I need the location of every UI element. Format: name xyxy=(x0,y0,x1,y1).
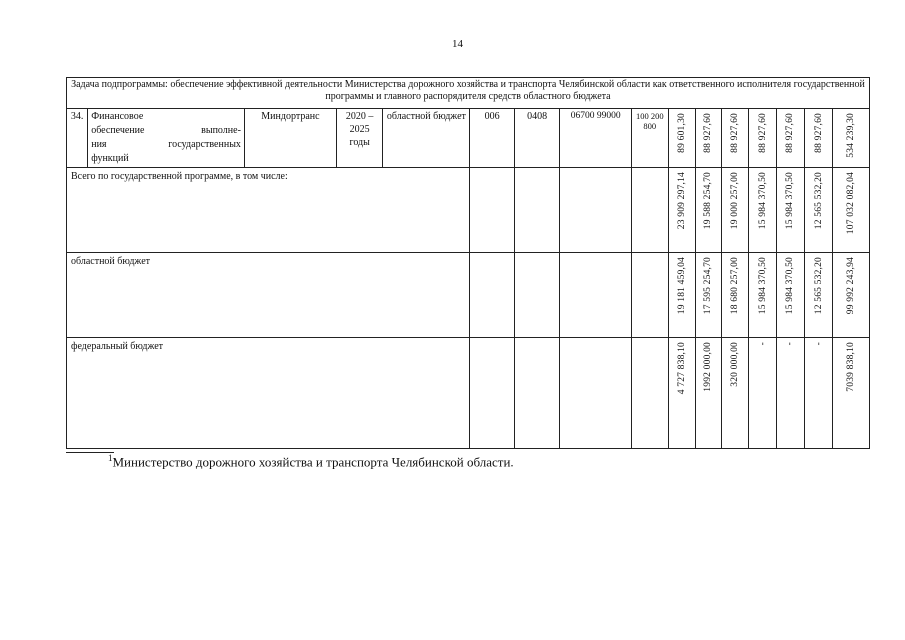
value-2023: 88 927,60 xyxy=(757,113,768,153)
total-value-2025: 12 565 532,20 xyxy=(813,172,824,230)
footnote-mark: 1 xyxy=(108,453,113,463)
value-2024: 88 927,60 xyxy=(785,113,796,153)
budget-table xyxy=(66,77,870,449)
event-name-line: ния государственных xyxy=(91,139,241,150)
funding-source-cell: областной бюджет xyxy=(383,109,470,168)
federal-value-2020: 4 727 838,10 xyxy=(676,342,687,395)
value-2022: 88 927,60 xyxy=(730,113,741,153)
regional-value-2023: 15 984 370,50 xyxy=(757,257,768,315)
event-name-line: функций xyxy=(91,153,129,164)
event-name-cell xyxy=(88,109,245,168)
row-number: 34. xyxy=(67,109,88,168)
table-row xyxy=(67,338,870,449)
footnote-rule xyxy=(66,452,114,453)
federal-value-2022: 320 000,00 xyxy=(730,342,741,387)
table-row xyxy=(67,109,870,168)
value-2020: 89 601,30 xyxy=(676,113,687,153)
federal-budget-label: федеральный бюджет xyxy=(67,338,470,449)
total-value-2023: 15 984 370,50 xyxy=(757,172,768,230)
regional-value-2020: 19 181 459,04 xyxy=(676,257,687,315)
regional-value-2025: 12 565 532,20 xyxy=(813,257,824,315)
task-cell: Задача подпрограммы: обеспечение эффективной деятельности Министерства дорожного хозяйства и транспорта Челябинской области как ответственного исполнителя государственной программы и главного распорядителя средств областного бюджета xyxy=(67,78,870,109)
total-value-2024: 15 984 370,50 xyxy=(785,172,796,230)
regional-value-2024: 15 984 370,50 xyxy=(785,257,796,315)
regional-value-2021: 17 595 254,70 xyxy=(703,257,714,315)
federal-value-2021: 1992 000,00 xyxy=(703,342,714,392)
federal-value-sum: 7039 838,10 xyxy=(846,342,857,392)
regional-budget-label: областной бюджет xyxy=(67,253,470,338)
value-2021: 88 927,60 xyxy=(703,113,714,153)
regional-value-2022: 18 680 257,00 xyxy=(730,257,741,315)
page-number: 14 xyxy=(452,38,463,50)
executor-cell: Миндортранс xyxy=(244,109,336,168)
event-name-line: Финансовое xyxy=(91,111,144,122)
regional-value-sum: 99 992 243,94 xyxy=(846,257,857,315)
table-row xyxy=(67,253,870,338)
federal-value-2023: - xyxy=(757,342,768,346)
vr-code-cell: 100 200 800 xyxy=(632,109,668,168)
period-cell: 2020 – 2025 годы xyxy=(336,109,383,168)
task-row xyxy=(67,78,870,109)
csr-code-cell: 06700 99000 xyxy=(560,109,632,168)
total-value-2020: 23 909 297,14 xyxy=(676,172,687,230)
event-name-line: обеспечение выполне- xyxy=(91,125,241,136)
footnote-text: Министерство дорожного хозяйства и транспорта Челябинской области. xyxy=(112,454,514,470)
grbs-code-cell: 006 xyxy=(470,109,514,168)
total-label: Всего по государственной программе, в том числе: xyxy=(67,168,470,253)
rzpr-code-cell: 0408 xyxy=(514,109,559,168)
federal-value-2024: - xyxy=(785,342,796,346)
total-value-2022: 19 000 257,00 xyxy=(730,172,741,230)
table-row xyxy=(67,168,870,253)
total-value-sum: 107 032 082,04 xyxy=(846,172,857,235)
footnote xyxy=(108,453,514,470)
federal-value-2025: - xyxy=(813,342,824,346)
value-2025: 88 927,60 xyxy=(813,113,824,153)
total-value-2021: 19 588 254,70 xyxy=(703,172,714,230)
value-total: 534 239,30 xyxy=(846,113,857,158)
